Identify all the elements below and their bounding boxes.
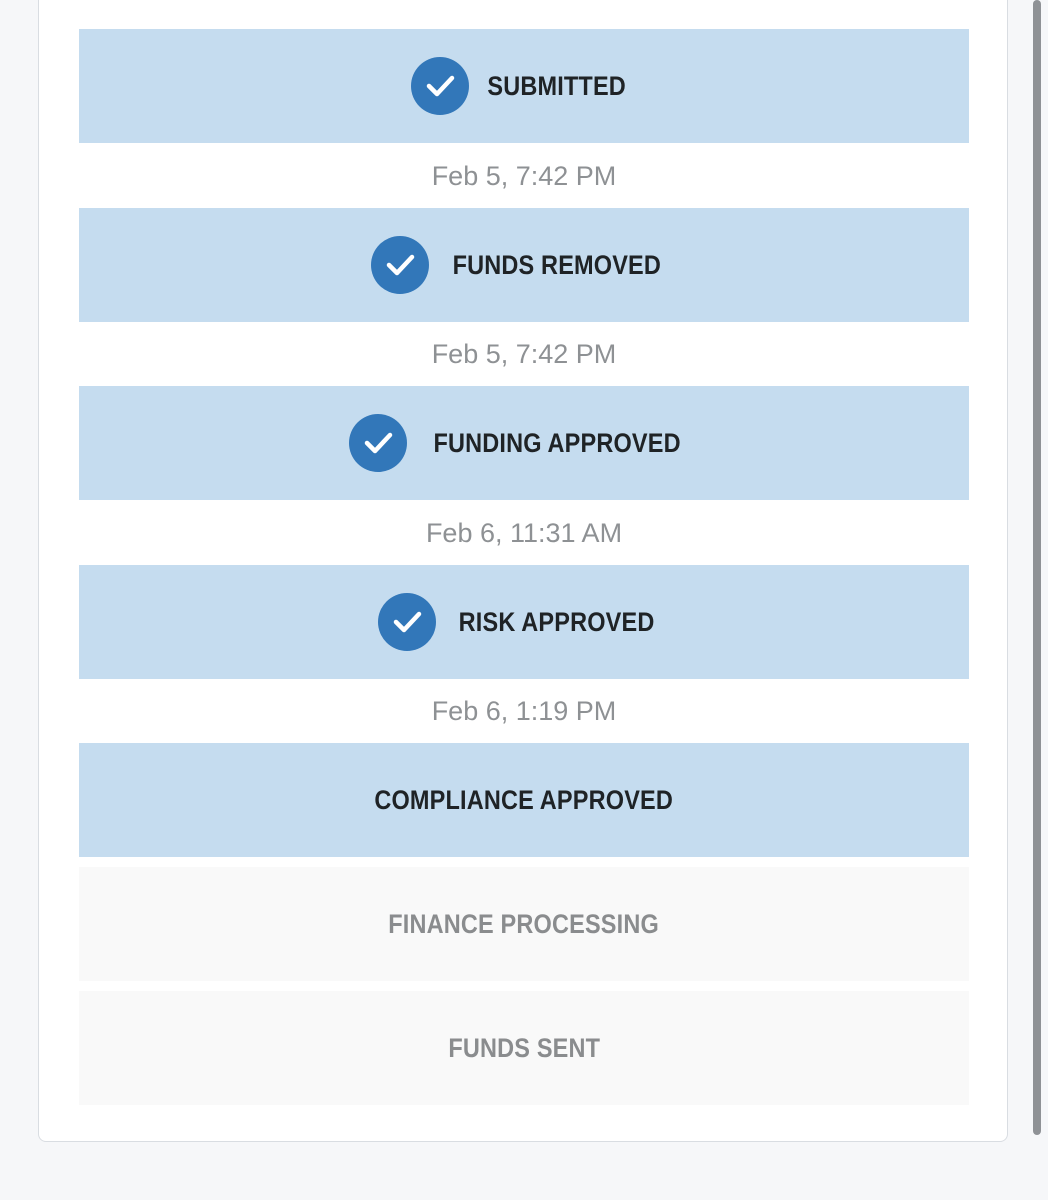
step-funds-removed [79,208,969,322]
check-circle-icon [349,414,407,472]
step-funds-sent [79,991,969,1105]
step-label: FUNDS SENT [448,1032,600,1063]
step-risk-approved [79,565,969,679]
check-circle-icon [371,236,429,294]
step-timestamp: Feb 5, 7:42 PM [431,160,617,191]
step-timestamp: Feb 6, 11:31 AM [425,517,623,548]
step-compliance-approved [79,743,969,857]
step-submitted [79,29,969,143]
step-label: FUNDING APPROVED [433,427,681,458]
check-circle-icon [411,57,469,115]
scrollbar-thumb[interactable] [1033,0,1041,1135]
check-circle-icon [378,593,436,651]
step-timestamp: Feb 5, 7:42 PM [431,338,617,369]
step-label: FUNDS REMOVED [452,249,662,280]
step-label: SUBMITTED [487,70,627,101]
status-tracker-card [38,0,1008,1142]
step-label: FINANCE PROCESSING [388,908,660,939]
step-funding-approved [79,386,969,500]
step-label: RISK APPROVED [459,606,655,637]
step-label: COMPLIANCE APPROVED [374,784,674,815]
step-finance-processing [79,867,969,981]
step-timestamp: Feb 6, 1:19 PM [431,695,617,726]
